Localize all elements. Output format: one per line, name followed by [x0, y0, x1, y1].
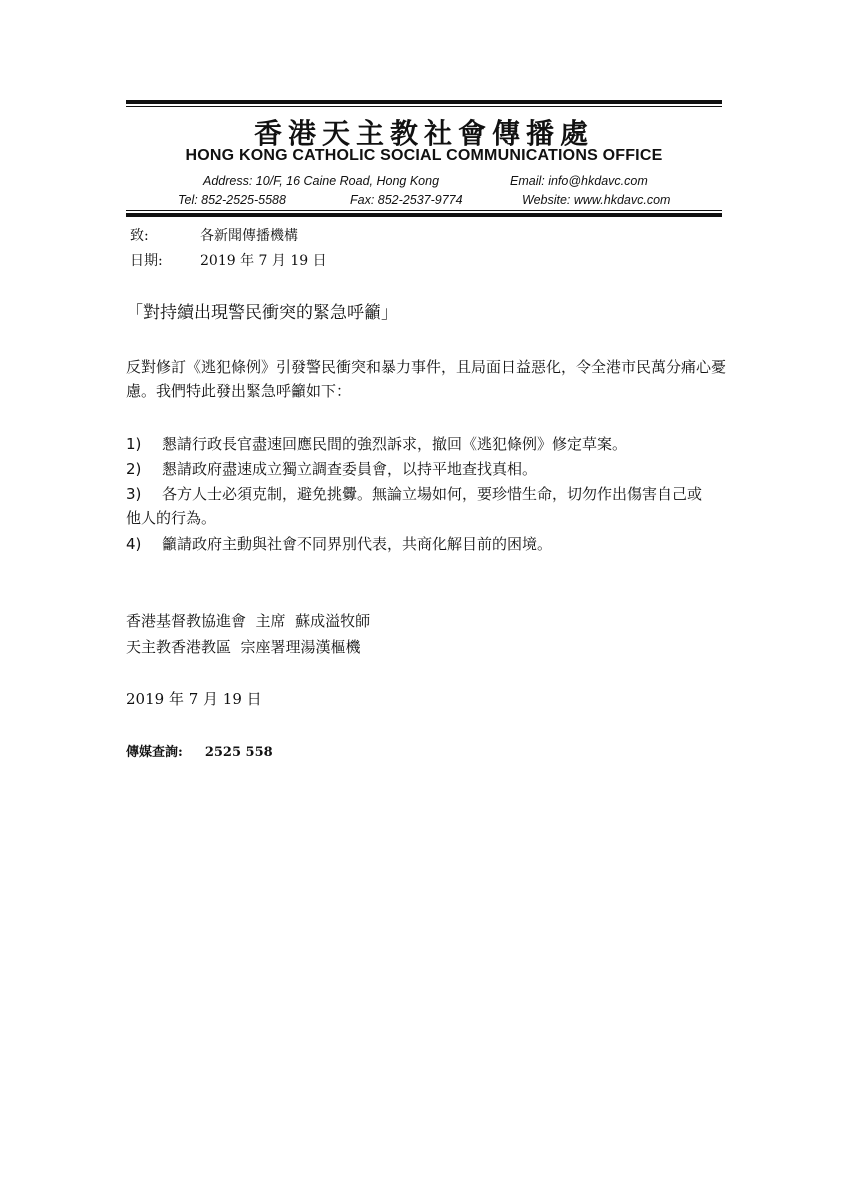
address-text: Address: 10/F, 16 Caine Road, Hong Kong: [203, 174, 440, 188]
bottom-rule-thin: [126, 210, 722, 211]
org-name-english: HONG KONG CATHOLIC SOCIAL COMMUNICATIONS OFFICE: [185, 147, 663, 164]
appeal-number: 4): [126, 535, 142, 553]
appeal-number: 1): [126, 435, 142, 453]
appeal-text: 懇請行政長官盡速回應民間的強烈訴求，撤回《逃犯條例》修定草案。: [162, 435, 628, 453]
statement-title: 「對持續出現警民衝突的緊急呼籲」: [126, 303, 398, 323]
appeal-number: 2): [126, 460, 142, 478]
media-enquiry: [126, 741, 273, 760]
to-label: 致:: [130, 228, 149, 244]
appeal-text: 懇請政府盡速成立獨立調查委員會，以持平地查找真相。: [162, 460, 538, 478]
email-text: Email: info@hkdavc.com: [510, 174, 648, 188]
media-enquiry-number: 2525 558: [204, 745, 273, 760]
appeal-item-4: [126, 532, 726, 556]
website-text: Website: www.hkdavc.com: [522, 193, 671, 207]
top-rule-thin: [126, 106, 722, 107]
top-rule-thick: [126, 100, 722, 104]
intro-paragraph: 反對修訂《逃犯條例》引發警民衝突和暴力事件，且局面日益惡化，令全港市民萬分痛心憂慮。我們特此發出緊急呼籲如下：: [126, 358, 727, 400]
to-value: 各新聞傳播機構: [200, 228, 298, 244]
closing-date: 2019 年 7 月 19 日: [126, 690, 262, 708]
date-value: 2019 年 7 月 19 日: [200, 253, 327, 269]
appeal-item-1: [126, 432, 726, 456]
appeal-number: 3): [126, 485, 142, 503]
signatory-line-2: 天主教香港教區 宗座署理湯漢樞機: [126, 638, 361, 656]
date-label: 日期:: [130, 253, 163, 269]
fax-text: Fax: 852-2537-9774: [350, 193, 463, 207]
signatory-line-1: 香港基督教協進會 主席 蘇成溢牧師: [126, 612, 371, 630]
appeal-text: 各方人士必須克制，避免挑釁。無論立場如何，要珍惜生命，切勿作出傷害自己或他人的行為。: [126, 485, 703, 527]
bottom-rule-thick: [126, 213, 722, 217]
appeal-text: 籲請政府主動與社會不同界別代表，共商化解目前的困境。: [162, 535, 553, 553]
media-enquiry-label: 傳媒查詢:: [126, 745, 183, 760]
tel-text: Tel: 852-2525-5588: [178, 193, 286, 207]
appeal-item-2: [126, 457, 726, 481]
org-name-chinese: 香港天主教社會傳播處: [253, 117, 594, 150]
appeal-item-3: [126, 482, 716, 530]
